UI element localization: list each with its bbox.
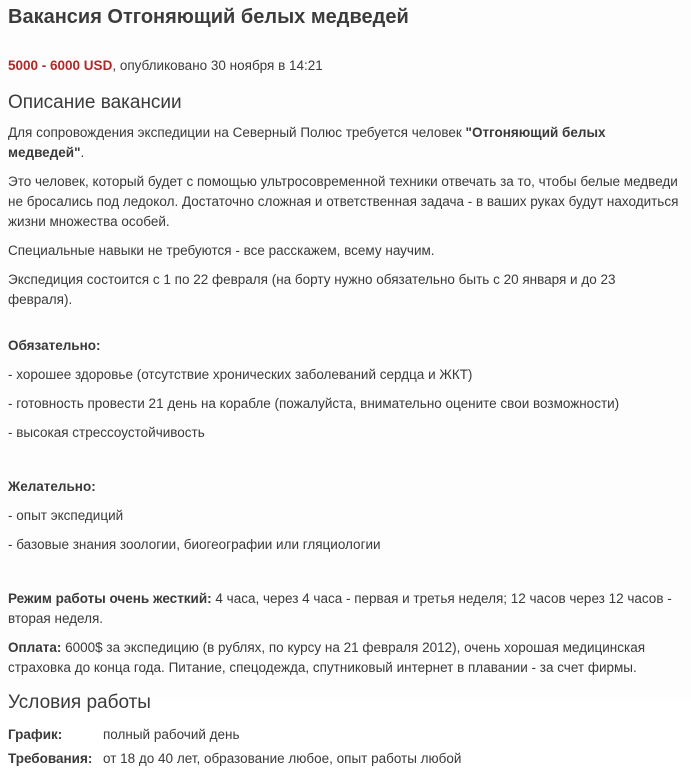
condition-value: полный рабочий день <box>103 727 240 742</box>
vacancy-name-bold: "Отгоняющий белых медведей" <box>8 125 606 160</box>
schedule-label: Режим работы очень жесткий: <box>8 591 212 606</box>
page-title: Вакансия Отгоняющий белых медведей <box>8 6 409 28</box>
salary-line <box>8 56 683 76</box>
required-item: - высокая стрессоустойчивость <box>8 425 205 440</box>
skills-paragraph: Специальные навыки не требуются - все расскажем, всему научим. <box>8 243 435 258</box>
condition-row-requirements <box>8 748 683 769</box>
desired-heading: Желательно: <box>8 479 96 494</box>
payment-text: 6000$ за экспедицию (в рублях, по курсу на 21 февраля 2012), очень хорошая медицинская страховка до конца года. Питание, спецодежда, спутниковый интернет в плавании - за счет фирмы. <box>8 640 646 675</box>
published-date: , опубликовано 30 ноября в 14:21 <box>112 58 323 73</box>
intro-text: Для сопровождения экспедиции на Северный Полюс требуется человек <box>8 125 466 140</box>
condition-value: от 18 до 40 лет, образование любое, опыт работы любой <box>103 751 462 766</box>
payment-paragraph <box>8 638 683 678</box>
schedule-paragraph <box>8 589 683 629</box>
required-heading: Обязательно: <box>8 338 101 353</box>
desired-item: - базовые знания зоологии, биогеографии или гляциологии <box>8 537 381 552</box>
salary-range: 5000 - 6000 USD <box>8 58 113 73</box>
required-item: - готовность провести 21 день на корабле (пожалуйста, внимательно оцените свои возможности) <box>8 396 620 411</box>
condition-row-schedule <box>8 724 683 745</box>
condition-label: Требования: <box>8 751 93 766</box>
conditions-heading: Условия работы <box>8 692 151 713</box>
desired-item: - опыт экспедиций <box>8 508 124 523</box>
intro-period: . <box>80 145 85 160</box>
required-item: - хорошее здоровье (отсутствие хронических заболеваний сердца и ЖКТ) <box>8 367 473 382</box>
dates-paragraph: Экспедиция состоится с 1 по 22 февраля (на борту нужно обязательно быть с 20 января и до 23 февраля). <box>8 272 616 307</box>
condition-label: График: <box>8 727 63 742</box>
description-heading: Описание вакансии <box>8 92 182 113</box>
schedule-text: 4 часа, через 4 часа - первая и третья неделя; 12 часов через 12 часов - вторая неделя. <box>8 591 672 626</box>
intro-paragraph <box>8 123 683 163</box>
payment-label: Оплата: <box>8 640 62 655</box>
duties-paragraph: Это человек, который будет с помощью ультросовременной техники отвечать за то, чтобы белые медведи не бросались под ледокол. Достаточно сложная и ответственная задача - в ваших руках будут находиться жизни множества особей. <box>8 174 679 229</box>
